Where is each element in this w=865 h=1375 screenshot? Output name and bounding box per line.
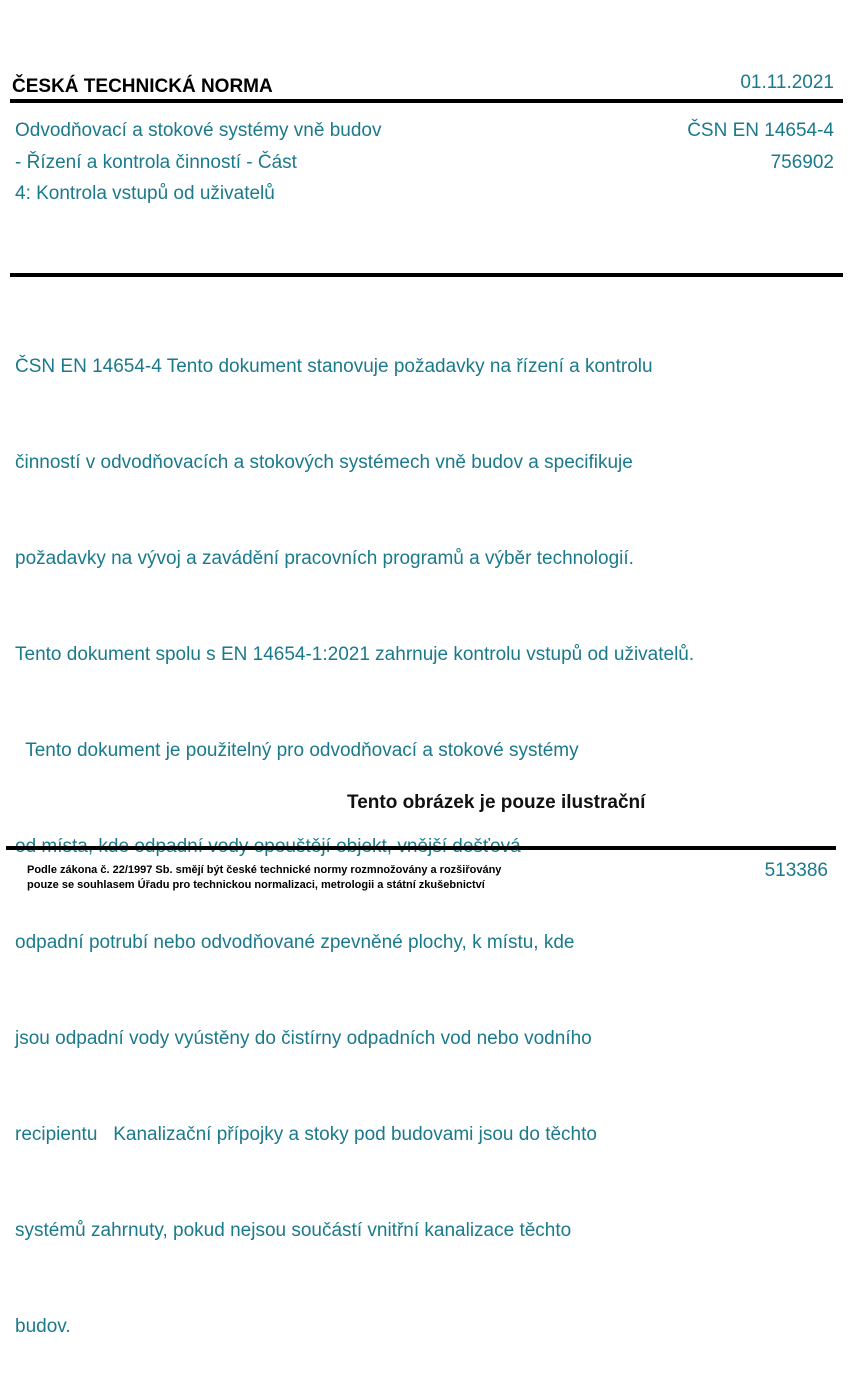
abstract-line: budov.: [15, 1316, 71, 1337]
abstract-line: recipientu Kanalizační přípojky a stoky pod budovami jsou do těchto: [15, 1124, 597, 1145]
abstract-line: činností v odvodňovacích a stokových systémech vně budov a specifikuje: [15, 452, 633, 473]
legal-notice-line: pouze se souhlasem Úřadu pro technickou normalizaci, metrologii a státní zkušebnictví: [27, 879, 485, 891]
publication-date: 01.11.2021: [740, 72, 834, 93]
abstract-text: [15, 287, 694, 1375]
abstract-line: Tento dokument je použitelný pro odvodňovací a stokové systémy: [15, 740, 579, 761]
abstract-line: jsou odpadní vody vyústěny do čistírny odpadních vod nebo vodního: [15, 1028, 592, 1049]
abstract-line: ČSN EN 14654-4 Tento dokument stanovuje požadavky na řízení a kontrolu: [15, 356, 653, 377]
document-title-line: Odvodňovací a stokové systémy vně budov: [15, 120, 382, 141]
footer-divider: [6, 846, 836, 850]
section-divider: [10, 273, 843, 277]
class-number: 756902: [770, 151, 834, 173]
illustration-disclaimer: Tento obrázek je pouze ilustrační: [347, 792, 646, 813]
document-title: [15, 115, 381, 210]
abstract-line: požadavky na vývoj a zavádění pracovních programů a výběr technologií.: [15, 548, 634, 569]
norm-header-title: ČESKÁ TECHNICKÁ NORMA: [12, 76, 273, 97]
abstract-line: systémů zahrnuty, pokud nejsou součástí vnitřní kanalizace těchto: [15, 1220, 572, 1241]
catalog-number: 513386: [764, 860, 828, 881]
abstract-line: Tento dokument spolu s EN 14654-1:2021 zahrnuje kontrolu vstupů od uživatelů.: [15, 644, 695, 665]
legal-notice: [27, 863, 501, 893]
header-divider: [10, 99, 843, 103]
legal-notice-line: Podle zákona č. 22/1997 Sb. smějí být české technické normy rozmnožovány a rozšiřovány: [27, 864, 502, 876]
standard-number: ČSN EN 14654-4: [687, 120, 834, 141]
document-title-line: - Řízení a kontrola činností - Část: [15, 151, 297, 173]
document-title-line: 4: Kontrola vstupů od uživatelů: [15, 183, 275, 204]
abstract-line: odpadní potrubí nebo odvodňované zpevněné plochy, k místu, kde: [15, 932, 575, 953]
document-identifiers: [687, 115, 834, 178]
